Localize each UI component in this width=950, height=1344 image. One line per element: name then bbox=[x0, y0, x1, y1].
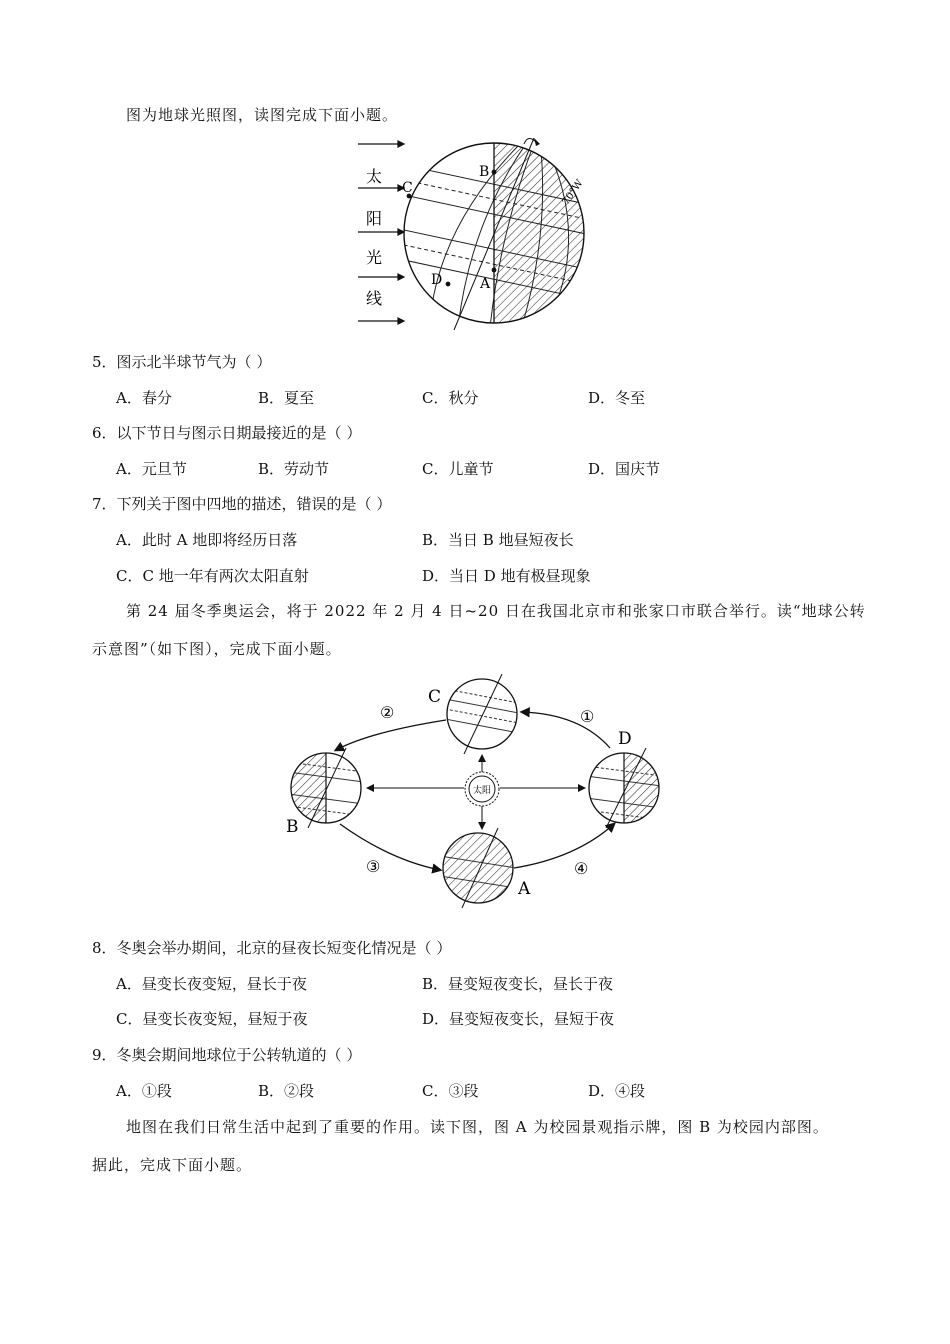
question-5-stem: 5．图示北半球节气为（ ） bbox=[92, 353, 272, 371]
position-label-a: A bbox=[518, 879, 531, 899]
earth-revolution-figure bbox=[280, 672, 670, 920]
point-label-c: C bbox=[402, 180, 413, 196]
q8-option-d[interactable]: D．昼变短夜变长，昼短于夜 bbox=[422, 1010, 615, 1028]
q5-option-c[interactable]: C．秋分 bbox=[422, 389, 479, 407]
section3-intro-line2: 据此，完成下面小题。 bbox=[92, 1156, 253, 1174]
sun-label-char-2: 阳 bbox=[366, 209, 383, 228]
position-label-b: B bbox=[286, 817, 299, 837]
section3-intro-line1: 地图在我们日常生活中起到了重要的作用。读下图，图 A 为校园景观指示牌，图 B 为校园内部图。 bbox=[126, 1118, 829, 1136]
segment-label-2: ② bbox=[380, 703, 395, 722]
longitude-label: 70°W bbox=[560, 177, 586, 208]
q7-option-c[interactable]: C．C 地一年有两次太阳直射 bbox=[116, 567, 309, 585]
section2-intro-line1: 第 24 届冬季奥运会，将于 2022 年 2 月 4 日~20 日在我国北京市和张家口市联合举行。读“地球公转 bbox=[126, 602, 866, 620]
q5-option-b[interactable]: B．夏至 bbox=[258, 389, 315, 407]
sun-label-char-1: 太 bbox=[366, 167, 383, 186]
q6-option-a[interactable]: A．元旦节 bbox=[116, 460, 187, 478]
q9-option-d[interactable]: D．④段 bbox=[588, 1082, 646, 1100]
q7-option-d[interactable]: D．当日 D 地有极昼现象 bbox=[422, 567, 591, 585]
sun-label: 太阳 bbox=[472, 786, 492, 796]
earth-illumination-figure bbox=[350, 132, 600, 332]
q9-option-a[interactable]: A．①段 bbox=[116, 1082, 172, 1100]
q7-option-b[interactable]: B．当日 B 地昼短夜长 bbox=[422, 531, 574, 549]
question-7-stem: 7．下列关于图中四地的描述，错误的是（ ） bbox=[92, 495, 392, 513]
section1-intro: 图为地球光照图，读图完成下面小题。 bbox=[126, 106, 399, 124]
q9-option-c[interactable]: C．③段 bbox=[422, 1082, 479, 1100]
sun-label-char-3: 光 bbox=[366, 248, 383, 267]
section2-intro-line2: 示意图”（如下图），完成下面小题。 bbox=[92, 640, 342, 658]
q8-option-c[interactable]: C．昼变长夜变短，昼短于夜 bbox=[116, 1010, 308, 1028]
question-6-stem: 6．以下节日与图示日期最接近的是（ ） bbox=[92, 424, 362, 442]
q6-option-b[interactable]: B．劳动节 bbox=[258, 460, 330, 478]
point-label-b: B bbox=[479, 164, 490, 180]
position-label-c: C bbox=[428, 687, 442, 707]
q5-option-d[interactable]: D．冬至 bbox=[588, 389, 646, 407]
sun-label-char-4: 线 bbox=[366, 289, 383, 308]
question-8-stem: 8．冬奥会举办期间，北京的昼夜长短变化情况是（ ） bbox=[92, 939, 452, 957]
point-label-a: A bbox=[480, 276, 491, 292]
segment-label-4: ④ bbox=[574, 859, 589, 878]
q9-option-b[interactable]: B．②段 bbox=[258, 1082, 315, 1100]
q6-option-c[interactable]: C．儿童节 bbox=[422, 460, 494, 478]
q8-option-b[interactable]: B．昼变短夜变长，昼长于夜 bbox=[422, 975, 614, 993]
segment-label-3: ③ bbox=[366, 857, 381, 876]
segment-label-1: ① bbox=[580, 707, 595, 726]
q6-option-d[interactable]: D．国庆节 bbox=[588, 460, 661, 478]
point-label-d: D bbox=[431, 272, 443, 288]
q5-option-a[interactable]: A．春分 bbox=[116, 389, 172, 407]
q8-option-a[interactable]: A．昼变长夜变短，昼长于夜 bbox=[116, 975, 307, 993]
position-label-d: D bbox=[618, 729, 632, 749]
q7-option-a[interactable]: A．此时 A 地即将经历日落 bbox=[116, 531, 298, 549]
question-9-stem: 9．冬奥会期间地球位于公转轨道的（ ） bbox=[92, 1046, 362, 1064]
